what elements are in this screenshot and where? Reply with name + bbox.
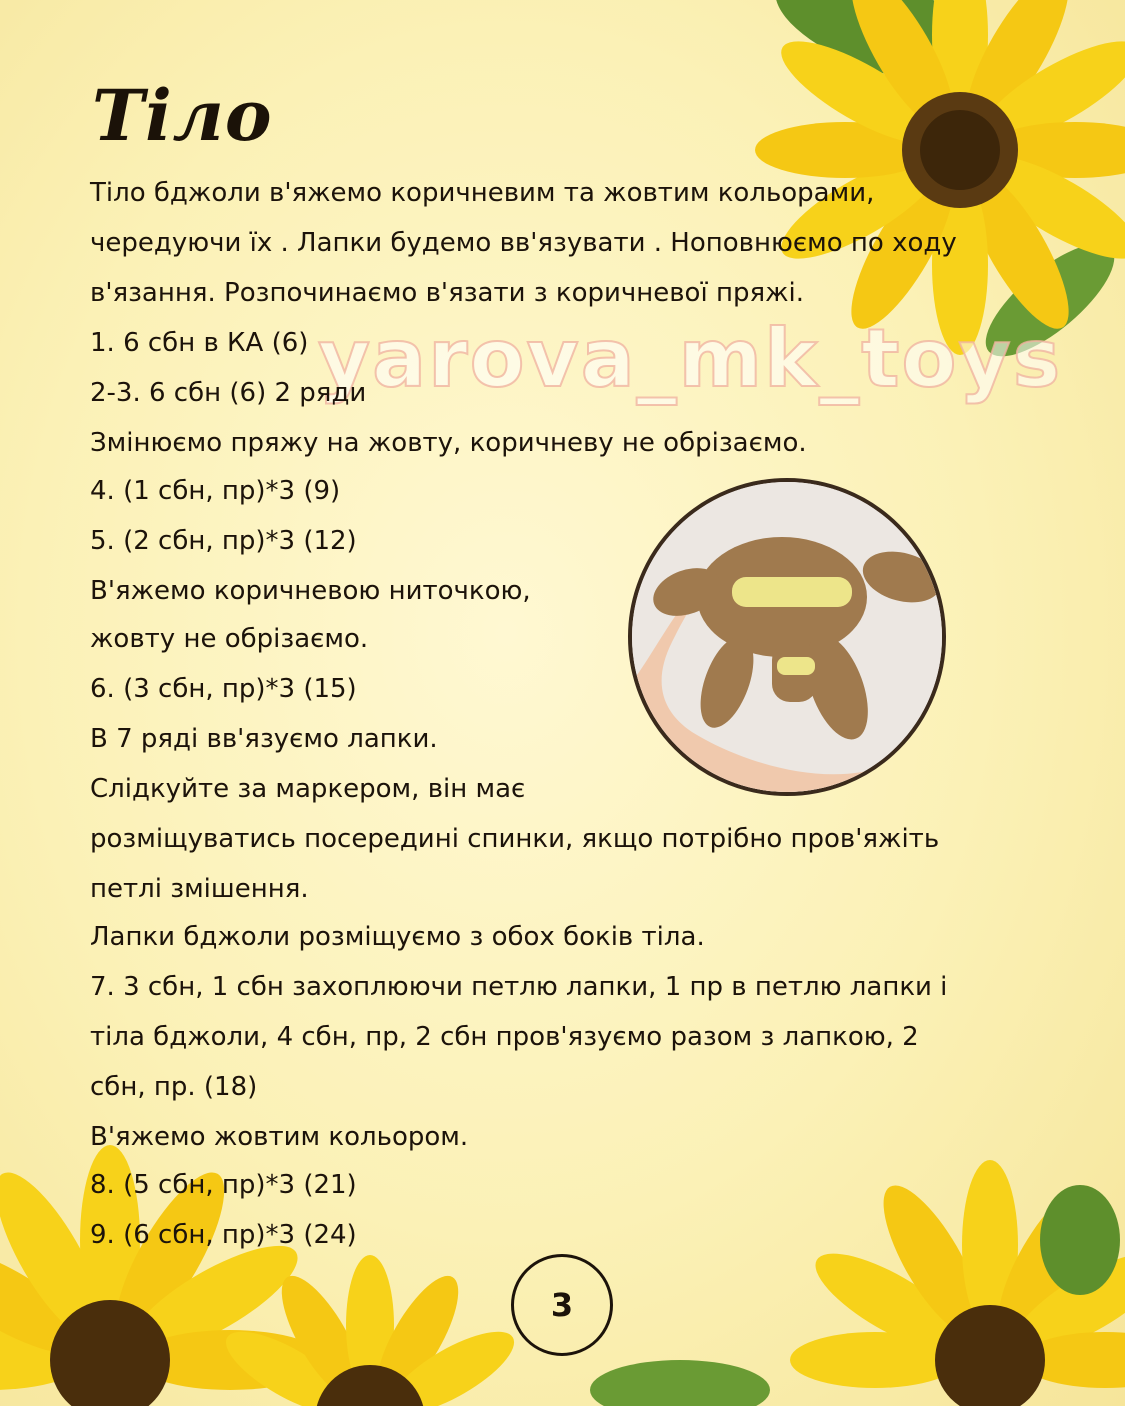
text-line: сбн, пр. (18) (90, 1072, 258, 1102)
text-line: тіла бджоли, 4 сбн, пр, 2 сбн пров'язуємо разом з лапкою, 2 (90, 1022, 919, 1052)
text-line: Слідкуйте за маркером, він має (90, 774, 526, 804)
text-line: 7. 3 сбн, 1 сбн захоплюючи петлю лапки, 1 пр в петлю лапки і (90, 972, 948, 1002)
text-line: Лапки бджоли розміщуємо з обох боків тіла. (90, 922, 705, 952)
page-title: Тіло (92, 74, 273, 157)
text-line: В'яжемо коричневою ниточкою, (90, 576, 531, 606)
text-line: розміщуватись посередині спинки, якщо потрібно пров'яжіть (90, 824, 940, 854)
text-line: петлі змішення. (90, 874, 309, 904)
page-number-label: 3 (550, 1286, 574, 1324)
bee-body-photo (628, 478, 946, 796)
text-line: 8. (5 сбн, пр)*3 (21) (90, 1170, 357, 1200)
text-line: 1. 6 сбн в КА (6) (90, 328, 309, 358)
page-number (511, 1254, 613, 1356)
text-line: В'яжемо жовтим кольором. (90, 1122, 469, 1152)
text-line: жовту не обрізаємо. (90, 624, 369, 654)
text-line: 5. (2 сбн, пр)*3 (12) (90, 526, 357, 556)
text-line: 6. (3 сбн, пр)*3 (15) (90, 674, 357, 704)
watermark: yarova_mk_toys (318, 312, 1063, 405)
text-line: Змінюємо пряжу на жовту, коричневу не обрізаємо. (90, 428, 807, 458)
text-line: 9. (6 сбн, пр)*3 (24) (90, 1220, 357, 1250)
text-line: в'язання. Розпочинаємо в'язати з коричневої пряжі. (90, 278, 805, 308)
text-line: чередуючи їх . Лапки будемо вв'язувати . Ноповнюємо по ходу (90, 228, 957, 258)
text-line: 4. (1 сбн, пр)*3 (9) (90, 476, 341, 506)
text-line: В 7 ряді вв'язуємо лапки. (90, 724, 438, 754)
text-line: 2-3. 6 сбн (6) 2 ряди (90, 378, 367, 408)
text-line: Тіло бджоли в'яжемо коричневим та жовтим кольорами, (90, 178, 875, 208)
